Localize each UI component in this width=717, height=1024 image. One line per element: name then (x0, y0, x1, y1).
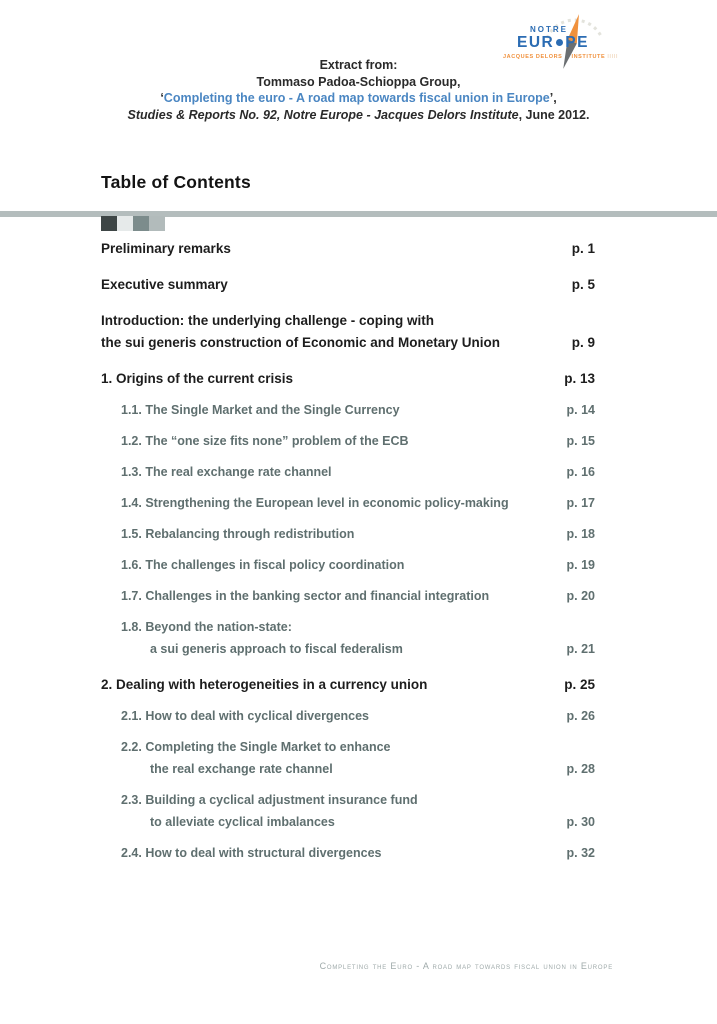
toc-entry-label (121, 736, 557, 780)
toc-entry (101, 238, 595, 260)
toc-entry-page: p. 5 (571, 277, 595, 292)
toc-entry-page: p. 14 (566, 403, 595, 417)
toc-entry-page: p. 1 (571, 241, 595, 256)
toc-entry-page: p. 30 (566, 815, 595, 829)
toc-entry-page: p. 9 (571, 335, 595, 350)
divider-squares (101, 216, 165, 231)
toc-entry (101, 368, 595, 390)
divider-square (133, 216, 149, 231)
toc-entry (101, 274, 595, 296)
toc-entry-line: to alleviate cyclical imbalances (150, 815, 335, 829)
toc-entry-label (121, 554, 557, 576)
toc-entry-label (121, 399, 557, 421)
toc-entry-line: Introduction: the underlying challenge - coping with (101, 313, 434, 328)
toc-entry-line: 2.1. How to deal with cyclical divergences (121, 709, 370, 723)
toc-entry (101, 430, 595, 452)
toc-entry-label (121, 789, 557, 833)
toc-entry-page: p. 20 (566, 589, 595, 603)
toc-entry-label (121, 705, 557, 727)
toc-entry (101, 842, 595, 864)
toc-entry (101, 310, 595, 354)
document-header (0, 57, 717, 123)
toc-entry (101, 399, 595, 421)
toc-entry-page: p. 13 (564, 371, 595, 386)
toc-entry-line: the real exchange rate channel (150, 762, 333, 776)
toc-entry-page: p. 16 (566, 465, 595, 479)
toc-entry-page: p. 19 (566, 558, 595, 572)
toc-entry-page: p. 15 (566, 434, 595, 448)
divider-square (117, 216, 133, 231)
page-title: Table of Contents (101, 172, 251, 192)
toc-entry (101, 585, 595, 607)
toc-list (101, 238, 595, 873)
header-extract-line: Extract from: (319, 58, 398, 72)
toc-entry-page: p. 17 (566, 496, 595, 510)
divider-square (101, 216, 117, 231)
toc-entry-line: the sui generis construction of Economic and Monetary Union (101, 335, 501, 350)
toc-entry (101, 736, 595, 780)
toc-entry-page: p. 18 (566, 527, 595, 541)
toc-entry (101, 523, 595, 545)
toc-entry-label (101, 310, 562, 354)
source-date-text: , June 2012. (518, 107, 590, 122)
divider-square (149, 216, 165, 231)
toc-entry-page: p. 26 (566, 709, 595, 723)
toc-entry-page: p. 21 (566, 642, 595, 656)
title-close-quote: ’, (549, 91, 557, 105)
toc-entry-line: 1.2. The “one size fits none” problem of the ECB (121, 434, 409, 448)
toc-entry-line: 2.3. Building a cyclical adjustment insurance fund (121, 793, 418, 807)
toc-entry-line: 2.4. How to deal with structural divergences (121, 846, 382, 860)
logo-europe-wordmark (517, 34, 589, 52)
toc-entry-line: 2.2. Completing the Single Market to enhance (121, 740, 391, 754)
toc-entry-line: Executive summary (101, 277, 228, 292)
toc-entry-label (121, 842, 557, 864)
toc-entry (101, 554, 595, 576)
toc-entry-line: 1.1. The Single Market and the Single Currency (121, 403, 400, 417)
toc-entry-label (121, 492, 557, 514)
toc-entry-label (121, 523, 557, 545)
toc-entry-line: a sui generis approach to fiscal federalism (150, 642, 403, 656)
toc-entry-line: 1. Origins of the current crisis (101, 371, 294, 386)
header-title-line (0, 90, 717, 107)
toc-entry-line: 1.6. The challenges in fiscal policy coordination (121, 558, 405, 572)
logo-word-right: PE (565, 34, 589, 51)
source-italic-text: Studies & Reports No. 92, Notre Europe - Jacques Delors Institute (127, 107, 519, 122)
toc-entry-label (101, 238, 562, 260)
logo-word-left: EUR (517, 34, 555, 51)
toc-entry (101, 674, 595, 696)
toc-entry-line: 1.3. The real exchange rate channel (121, 465, 332, 479)
header-source-line (0, 107, 717, 124)
header-title-text: Completing the euro - A road map towards fiscal union in Europe (163, 91, 550, 105)
logo-institute-right: INSTITUTE (571, 54, 606, 60)
toc-entry-label (101, 274, 562, 296)
logo-notre-text: NOTRE (530, 25, 568, 34)
toc-entry-line: 1.4. Strengthening the European level in economic policy-making (121, 496, 509, 510)
toc-entry (101, 461, 595, 483)
notre-europe-logo (503, 16, 648, 66)
toc-entry-line: 1.5. Rebalancing through redistribution (121, 527, 355, 541)
toc-entry (101, 492, 595, 514)
title-open-quote: ‘ (160, 91, 164, 105)
toc-entry (101, 705, 595, 727)
toc-entry-line: Preliminary remarks (101, 241, 231, 256)
toc-entry-label (121, 585, 557, 607)
toc-entry-line: 1.8. Beyond the nation-state: (121, 620, 292, 634)
logo-compass-dot (556, 39, 563, 46)
logo-institute-text (503, 54, 648, 60)
toc-entry-page: p. 25 (564, 677, 595, 692)
toc-entry-label (101, 674, 554, 696)
toc-entry-label (101, 368, 554, 390)
page-footer: Completing the Euro - A road map towards fiscal union in Europe (319, 961, 613, 971)
logo-institute-left: JACQUES DELORS (503, 54, 563, 60)
header-author-line: Tommaso Padoa-Schioppa Group, (256, 74, 461, 89)
toc-entry-page: p. 32 (566, 846, 595, 860)
toc-entry-label (121, 616, 557, 660)
logo-faint-marks: IIIII (607, 54, 619, 60)
toc-entry (101, 789, 595, 833)
toc-entry-label (121, 430, 557, 452)
toc-entry-line: 2. Dealing with heterogeneities in a currency union (101, 677, 428, 692)
toc-entry (101, 616, 595, 660)
toc-entry-page: p. 28 (566, 762, 595, 776)
toc-entry-line: 1.7. Challenges in the banking sector and financial integration (121, 589, 490, 603)
toc-entry-label (121, 461, 557, 483)
